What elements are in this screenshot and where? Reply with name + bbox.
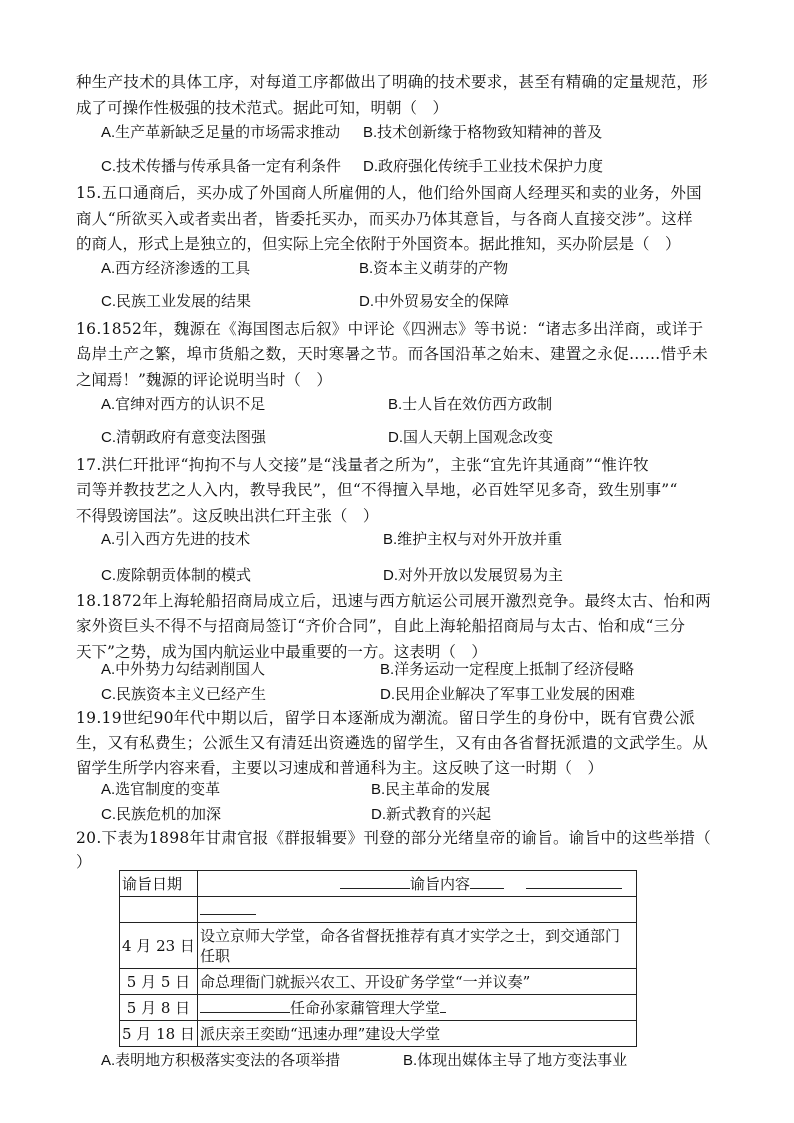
table-row bbox=[120, 1021, 637, 1047]
q19-option-d[interactable]: D.新式教育的兴起 bbox=[371, 806, 492, 823]
q19-stem-line: 留学生所学内容来看，主要以习速成和普通科为主。这反映了这一时期（ ） bbox=[76, 759, 604, 777]
q14-option-c[interactable]: C.技术传播与传承具备一定有利条件 bbox=[101, 158, 342, 175]
q16-stem-line: 岛岸土产之繁，埠市货船之数，天时寒暑之节。而各国沿革之始末、建置之永促……惜乎未 bbox=[76, 345, 709, 363]
header-content-label: 谕旨内容 bbox=[409, 875, 470, 893]
table-header-row bbox=[120, 871, 637, 897]
row-content-cell: 派庆亲王奕劻“迅速办理”建设大学堂 bbox=[197, 1021, 636, 1047]
table-row bbox=[120, 969, 637, 995]
q19-option-c[interactable]: C.民族危机的加深 bbox=[101, 806, 222, 823]
q19-option-a[interactable]: A.选官制度的变革 bbox=[101, 781, 221, 798]
q16-option-b[interactable]: B.士人旨在效仿西方政制 bbox=[388, 396, 553, 413]
q17-stem-line: 不得毁谤国法”。这反映出洪仁玕主张（ ） bbox=[76, 507, 379, 525]
q15-stem-line: 的商人，形式上是独立的，但实际上完全依附于外国资本。据此推知，买办阶层是（ ） bbox=[76, 235, 681, 253]
q17-option-c[interactable]: C.废除朝贡体制的模式 bbox=[101, 567, 252, 584]
row-date-cell: 5 月 5 日 bbox=[120, 969, 198, 995]
q15-option-d[interactable]: D.中外贸易安全的保障 bbox=[359, 293, 510, 310]
row-date-cell: 4 月 23 日 bbox=[120, 923, 198, 969]
q20-option-a[interactable]: A.表明地方积极落实变法的各项举措 bbox=[101, 1052, 341, 1069]
row-date-cell: 5 月 8 日 bbox=[120, 995, 198, 1021]
q20-stem-line: ） bbox=[76, 853, 92, 871]
q17-stem-line: 17.洪仁玕批评“拘拘不与人交接”是“浅量者之所为”，主张“宜先许其通商”“惟许牧 bbox=[76, 456, 649, 474]
q18-option-a[interactable]: A.中外势力勾结剥削国人 bbox=[101, 661, 266, 678]
q19-stem-line: 19.19世纪90年代中期以后，留学日本逐渐成为潮流。留日学生的身份中，既有官费公派 bbox=[76, 709, 696, 727]
spacer-content-cell bbox=[197, 897, 636, 923]
row-content-cell bbox=[197, 995, 636, 1021]
q20-stem-line: 20.下表为1898年甘肃官报《群报辑要》刊登的部分光绪皇帝的谕旨。谕旨中的这些举措（ bbox=[76, 829, 711, 847]
q17-option-d[interactable]: D.对外开放以发展贸易为主 bbox=[383, 567, 564, 584]
table-row bbox=[120, 995, 637, 1021]
row-content-cell: 命总理衙门就振兴农工、开设矿务学堂“一并议奏” bbox=[197, 969, 636, 995]
q18-option-b[interactable]: B.洋务运动一定程度上抵制了经济侵略 bbox=[380, 661, 635, 678]
q15-stem-line: 商人“所欲买入或者卖出者，皆委托买办，而买办乃体其意旨，与各商人直接交涉”。这样 bbox=[76, 210, 693, 228]
q17-option-b[interactable]: B.维护主权与对外开放并重 bbox=[383, 531, 563, 548]
q18-stem-line: 家外资巨头不得不与招商局签订“齐价合同”，自此上海轮船招商局与太古、怡和成“三分 bbox=[76, 617, 686, 635]
q15-option-a[interactable]: A.西方经济渗透的工具 bbox=[101, 260, 251, 277]
q16-stem-line: 之闻焉！”魏源的评论说明当时（ ） bbox=[76, 371, 332, 389]
q14-option-a[interactable]: A.生产革新缺乏足量的市场需求推动 bbox=[101, 124, 341, 141]
header-date-cell: 谕旨日期 bbox=[120, 871, 198, 897]
q16-option-d[interactable]: D.国人天朝上国观念改变 bbox=[388, 429, 554, 446]
row-date-cell: 5 月 18 日 bbox=[120, 1021, 198, 1047]
edict-table bbox=[119, 870, 637, 1047]
q15-stem-line: 15.五口通商后，买办成了外国商人所雇佣的人，他们给外国商人经理买和卖的业务，外国 bbox=[76, 184, 702, 202]
q16-option-a[interactable]: A.官绅对西方的认识不足 bbox=[101, 396, 266, 413]
q17-option-a[interactable]: A.引入西方先进的技术 bbox=[101, 531, 251, 548]
q14-option-d[interactable]: D.政府强化传统手工业技术保护力度 bbox=[363, 158, 604, 175]
q15-option-c[interactable]: C.民族工业发展的结果 bbox=[101, 293, 252, 310]
table-row bbox=[120, 923, 637, 969]
q20-option-b[interactable]: B.体现出媒体主导了地方变法事业 bbox=[403, 1052, 628, 1069]
q18-stem-line: 18.1872年上海轮船招商局成立后，迅速与西方航运公司展开激烈竞争。最终太古、怡和两 bbox=[76, 592, 711, 610]
q19-stem-line: 生，又有私费生；公派生又有清廷出资遴选的留学生，又有由各省督抚派遣的文武学生。从 bbox=[76, 734, 709, 752]
table-spacer-row bbox=[120, 897, 637, 923]
row-content-text: 任命孙家鼐管理大学堂 bbox=[289, 999, 440, 1017]
q19-option-b[interactable]: B.民主革命的发展 bbox=[371, 781, 491, 798]
q16-option-c[interactable]: C.清朝政府有意变法图强 bbox=[101, 429, 267, 446]
spacer-date-cell bbox=[120, 897, 198, 923]
q18-option-d[interactable]: D.民用企业解决了军事工业发展的困难 bbox=[380, 686, 636, 703]
q17-stem-line: 司等并教技艺之人入内，教导我民”，但“不得擅入旱地，必百姓罕见多奇，致生别事”“ bbox=[76, 481, 678, 499]
row-content-cell: 设立京师大学堂，命各省督抚推荐有真才实学之士，到交通部门任职 bbox=[197, 923, 636, 969]
q14-stem-line: 成了可操作性极强的技术范式。据此可知，明朝（ ） bbox=[76, 99, 449, 117]
q18-stem-line: 天下”之势，成为国内航运业中最重要的一方。这表明（ ） bbox=[76, 643, 487, 661]
header-content-cell bbox=[197, 871, 636, 897]
q14-stem-line: 种生产技术的具体工序，对每道工序都做出了明确的技术要求，甚至有精确的定量规范，形 bbox=[76, 73, 709, 91]
q16-stem-line: 16.1852年，魏源在《海国图志后叙》中评论《四洲志》等书说：“诸志多出洋商，或详于 bbox=[76, 320, 704, 338]
q15-option-b[interactable]: B.资本主义萌芽的产物 bbox=[359, 260, 509, 277]
q14-option-b[interactable]: B.技术创新缘于格物致知精神的普及 bbox=[363, 124, 603, 141]
q18-option-c[interactable]: C.民族资本主义已经产生 bbox=[101, 686, 267, 703]
